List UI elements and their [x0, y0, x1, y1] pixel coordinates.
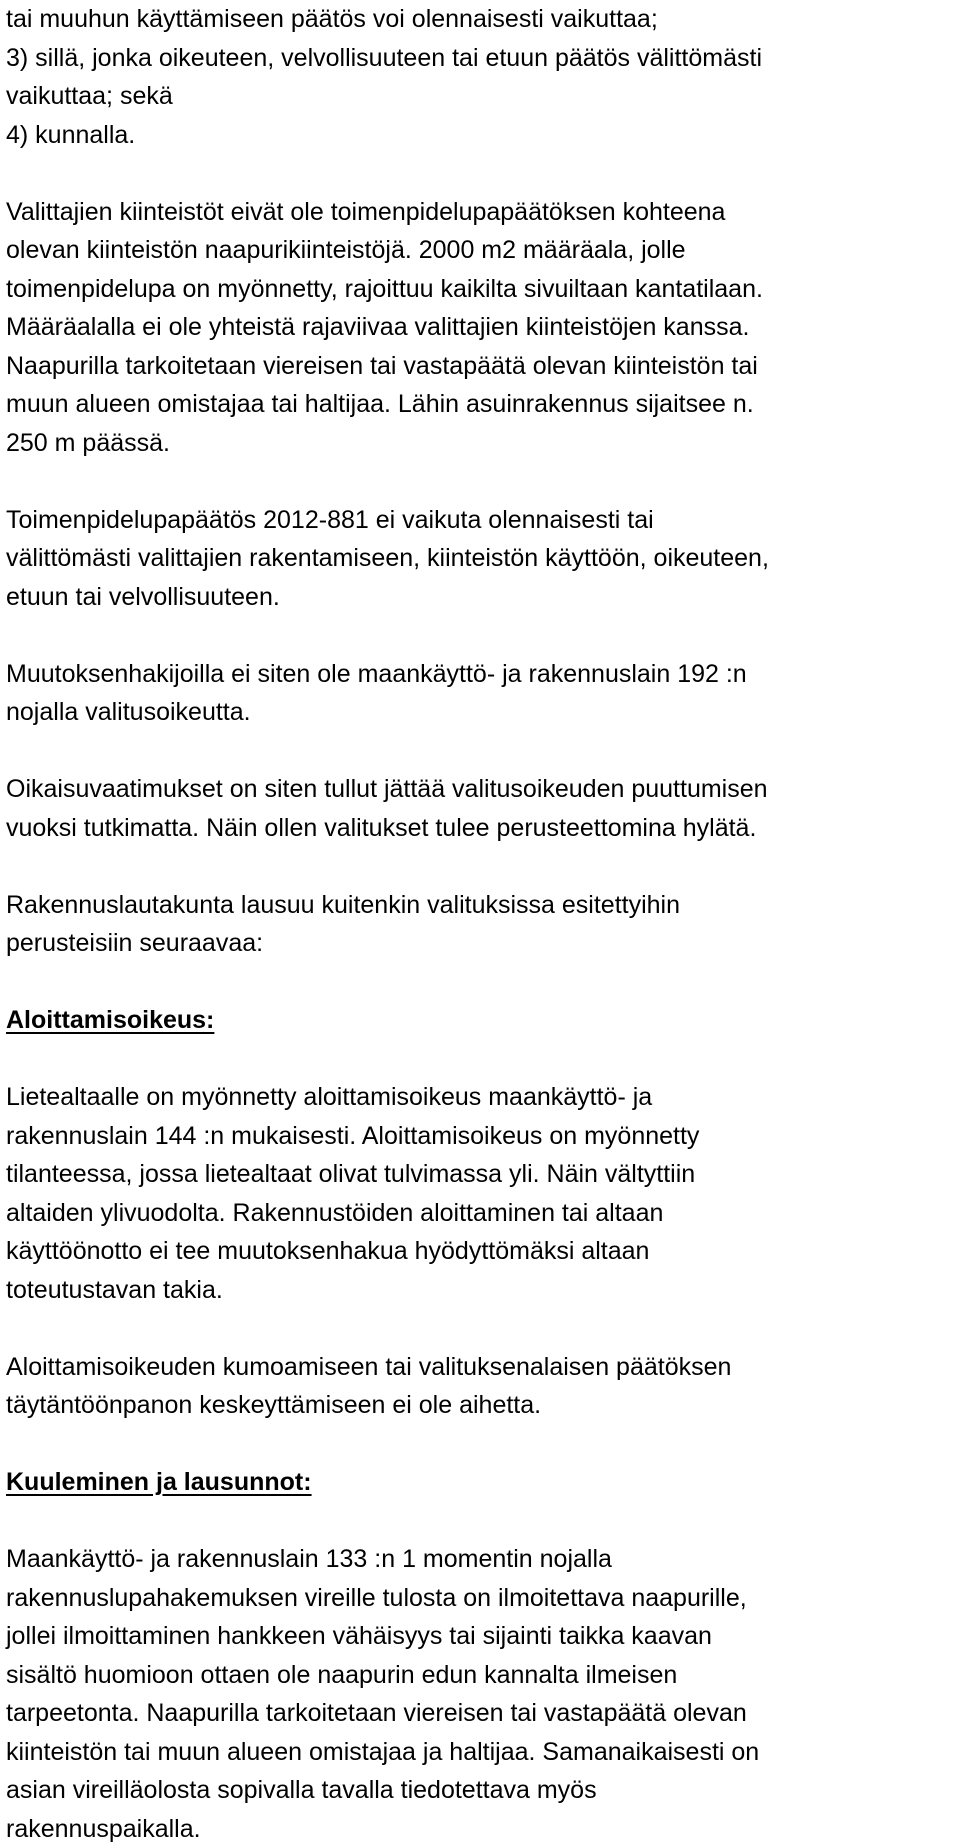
text-line: 250 m päässä. [6, 424, 956, 463]
section-heading-kuuleminen [6, 1463, 956, 1502]
text-line: välittömästi valittajien rakentamiseen, kiinteistön käyttöön, oikeuteen, [6, 539, 956, 578]
section-heading-aloittamisoikeus [6, 1001, 956, 1040]
paragraph-gap [6, 1425, 956, 1464]
text-line: rakennuspaikalla. [6, 1810, 956, 1848]
text-line: toimenpidelupa on myönnetty, rajoittuu kaikilta sivuiltaan kantatilaan. [6, 270, 956, 309]
section-heading: Aloittamisoikeus: [6, 1001, 956, 1040]
document-page [6, 0, 956, 1848]
text-line: Lietealtaalle on myönnetty aloittamisoikeus maankäyttö- ja [6, 1078, 956, 1117]
paragraph-gap [6, 154, 956, 193]
text-line: altaiden ylivuodolta. Rakennustöiden aloittaminen tai altaan [6, 1194, 956, 1233]
paragraph-board-statement [6, 886, 956, 963]
paragraph-start-permission [6, 1078, 956, 1309]
text-line: Oikaisuvaatimukset on siten tullut jättää valitusoikeuden puuttumisen [6, 770, 956, 809]
text-line: sisältö huomioon ottaen ole naapurin edun kannalta ilmeisen [6, 1656, 956, 1695]
paragraph-gap [6, 847, 956, 886]
paragraph-gap [6, 462, 956, 501]
paragraph-gap [6, 963, 956, 1002]
text-line: tilanteessa, jossa lietealtaat olivat tulvimassa yli. Näin vältyttiin [6, 1155, 956, 1194]
section-heading: Kuuleminen ja lausunnot: [6, 1463, 956, 1502]
text-line: muun alueen omistajaa tai haltijaa. Lähin asuinrakennus sijaitsee n. [6, 385, 956, 424]
paragraph-gap [6, 1502, 956, 1541]
text-line: Määräalalla ei ole yhteistä rajaviivaa valittajien kiinteistöjen kanssa. [6, 308, 956, 347]
paragraph-hearing [6, 1540, 956, 1848]
text-line: tai muuhun käyttämiseen päätös voi olennaisesti vaikuttaa; [6, 0, 956, 39]
text-line: kiinteistön tai muun alueen omistajaa ja haltijaa. Samanaikaisesti on [6, 1733, 956, 1772]
paragraph-gap [6, 616, 956, 655]
text-line: olevan kiinteistön naapurikiinteistöjä. 2000 m2 määräala, jolle [6, 231, 956, 270]
text-line: perusteisiin seuraavaa: [6, 924, 956, 963]
paragraph-no-suspension [6, 1348, 956, 1425]
paragraph-appeal-parties [6, 0, 956, 154]
paragraph-decision-effect [6, 501, 956, 617]
text-line: Muutoksenhakijoilla ei siten ole maankäyttö- ja rakennuslain 192 :n [6, 655, 956, 694]
text-line: tarpeetonta. Naapurilla tarkoitetaan viereisen tai vastapäätä olevan [6, 1694, 956, 1733]
text-line: 3) sillä, jonka oikeuteen, velvollisuuteen tai etuun päätös välittömästi [6, 39, 956, 78]
text-line: vuoksi tutkimatta. Näin ollen valitukset tulee perusteettomina hylätä. [6, 809, 956, 848]
text-line: rakennuslupahakemuksen vireille tulosta on ilmoitettava naapurille, [6, 1579, 956, 1618]
text-line: täytäntöönpanon keskeyttämiseen ei ole aihetta. [6, 1386, 956, 1425]
paragraph-gap [6, 732, 956, 771]
text-line: Aloittamisoikeuden kumoamiseen tai valituksenalaisen päätöksen [6, 1348, 956, 1387]
text-line: 4) kunnalla. [6, 116, 956, 155]
text-line: etuun tai velvollisuuteen. [6, 578, 956, 617]
paragraph-rejection [6, 770, 956, 847]
paragraph-neighbour-properties [6, 193, 956, 463]
text-line: käyttöönotto ei tee muutoksenhakua hyödyttömäksi altaan [6, 1232, 956, 1271]
text-line: Toimenpidelupapäätös 2012-881 ei vaikuta olennaisesti tai [6, 501, 956, 540]
text-line: nojalla valitusoikeutta. [6, 693, 956, 732]
text-line: jollei ilmoittaminen hankkeen vähäisyys tai sijainti taikka kaavan [6, 1617, 956, 1656]
text-line: asian vireilläolosta sopivalla tavalla tiedotettava myös [6, 1771, 956, 1810]
text-line: rakennuslain 144 :n mukaisesti. Aloittamisoikeus on myönnetty [6, 1117, 956, 1156]
text-line: Naapurilla tarkoitetaan viereisen tai vastapäätä olevan kiinteistön tai [6, 347, 956, 386]
text-line: Valittajien kiinteistöt eivät ole toimenpidelupapäätöksen kohteena [6, 193, 956, 232]
text-line: Rakennuslautakunta lausuu kuitenkin valituksissa esitettyihin [6, 886, 956, 925]
paragraph-gap [6, 1309, 956, 1348]
paragraph-no-right-of-appeal [6, 655, 956, 732]
text-line: Maankäyttö- ja rakennuslain 133 :n 1 momentin nojalla [6, 1540, 956, 1579]
paragraph-gap [6, 1040, 956, 1079]
text-line: vaikuttaa; sekä [6, 77, 956, 116]
text-line: toteutustavan takia. [6, 1271, 956, 1310]
